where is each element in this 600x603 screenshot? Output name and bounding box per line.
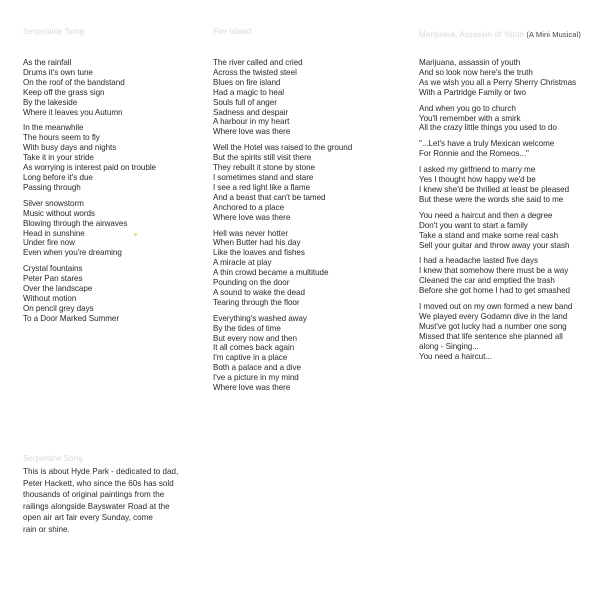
lyric-line: To a Door Marked Summer — [23, 313, 120, 323]
lyric-line: Where love was there — [213, 383, 291, 393]
lyric-line: Head in sunshine — [23, 228, 85, 238]
lyric-line: Hell was never hotter — [213, 228, 288, 238]
yellow-smudge-mark — [134, 233, 137, 236]
lyric-line: "...Let's have a truly Mexican welcome — [419, 139, 555, 149]
lyric-line: A thin crowd became a multitude — [213, 268, 329, 278]
lyric-line: Had a magic to heal — [213, 87, 285, 97]
note-line: open air art fair every Sunday, come — [23, 513, 153, 523]
lyric-line: I knew that somehow there must be a way — [419, 266, 569, 276]
note-line: railings alongside Bayswater Road at the — [23, 501, 170, 511]
lyrics-serpentine-song — [23, 58, 156, 330]
lyric-line: Under fire now — [23, 238, 75, 248]
stanza — [419, 165, 576, 205]
lyric-line: Where love was there — [213, 127, 291, 137]
lyric-line: For Ronnie and the Romeos..." — [419, 149, 529, 159]
lyric-line: Blowing through the airwaves — [23, 218, 128, 228]
note-line: rain or shine. — [23, 524, 70, 534]
lyric-line: But every now and then — [213, 333, 297, 343]
song-title-serpentine: Serpentine Song — [23, 27, 85, 36]
stanza — [23, 123, 156, 192]
stanza — [419, 104, 576, 134]
stanza — [213, 229, 352, 308]
lyrics-marijuana — [419, 58, 576, 367]
lyric-line: By the tides of time — [213, 323, 281, 333]
lyric-line: You need a haircut... — [419, 351, 492, 361]
lyric-line: Sell your guitar and throw away your stash — [419, 240, 570, 250]
stanza — [23, 58, 156, 117]
lyric-line: A sound to wake the dead — [213, 287, 305, 297]
lyric-line: Take it in your stride — [23, 153, 94, 163]
lyric-line: Even when you're dreaming — [23, 248, 122, 258]
lyric-line: The hours seem to fly — [23, 133, 100, 143]
lyric-line: We played every Godamn dive in the land — [419, 311, 568, 321]
stanza — [23, 199, 156, 258]
lyric-line: But these were the words she said to me — [419, 194, 564, 204]
lyric-line: Pounding on the door — [213, 278, 290, 288]
stanza — [419, 139, 576, 159]
lyric-line: As we wish you all a Perry Sherry Christmas — [419, 77, 577, 87]
lyric-line: I'm captive in a place — [213, 353, 288, 363]
lyric-line: Keep off the grass sign — [23, 87, 105, 97]
lyric-line: All the crazy little things you used to do — [419, 123, 557, 133]
lyric-line: I moved out on my own formed a new band — [419, 302, 573, 312]
lyric-line: I knew she'd be thrilled at least be pleased — [419, 184, 570, 194]
stanza — [213, 143, 352, 222]
lyric-line: You need a haircut and then a degree — [419, 210, 553, 220]
lyric-line: You'll remember with a smirk — [419, 113, 521, 123]
song-title-marijuana-text: Marijuana, Assassin of Youth — [419, 30, 525, 39]
lyric-line: On the roof of the bandstand — [23, 77, 125, 87]
lyric-line: Everything's washed away — [213, 313, 307, 323]
lyric-line: Well the Hotel was raised to the ground — [213, 143, 353, 153]
lyric-line: Marijuana, assassin of youth — [419, 58, 521, 67]
lyric-line: It all comes back again — [213, 343, 295, 353]
note-line: Peter Hackett, who since the 60s has sold — [23, 478, 174, 488]
lyric-line: As the rainfall — [23, 58, 72, 67]
lyric-line: along - Singing... — [419, 341, 479, 351]
lyric-line: With busy days and nights — [23, 143, 117, 153]
lyric-line: Crystal fountains — [23, 264, 83, 274]
note-line: This is about Hyde Park - dedicated to dad, — [23, 467, 179, 476]
lyric-line: Over the landscape — [23, 284, 93, 294]
stanza — [419, 211, 576, 251]
lyric-line: A harbour in my heart — [213, 117, 290, 127]
lyric-line: Peter Pan stares — [23, 274, 83, 284]
song-subtitle-mini-musical: (A Mini Musical) — [526, 30, 581, 39]
stanza — [23, 264, 156, 323]
lyric-line: Don't you want to start a family — [419, 220, 528, 230]
stanza — [213, 314, 352, 393]
lyric-line: Must've got lucky had a number one song — [419, 321, 567, 331]
lyric-line: Before she got home I had to get smashed — [419, 286, 570, 296]
lyric-line: Cleaned the car and emptied the trash — [419, 276, 555, 286]
lyric-line: Like the loaves and fishes — [213, 248, 305, 258]
lyric-line: A miracle at play — [213, 258, 272, 268]
stanza — [213, 58, 352, 137]
lyric-line: As worrying is interest paid on trouble — [23, 163, 157, 173]
stanza — [419, 58, 576, 98]
stanza — [419, 256, 576, 296]
lyric-line: And a beast that can't be tamed — [213, 192, 326, 202]
lyric-line: Sadness and despair — [213, 107, 289, 117]
lyric-line: The river called and cried — [213, 58, 303, 67]
lyrics-fire-island — [213, 58, 352, 399]
lyric-line: Blues on fire island — [213, 77, 281, 87]
lyric-line: I had a headache lasted five days — [419, 256, 538, 266]
lyric-line: And when you go to church — [419, 103, 516, 113]
lyric-line: On pencil grey days — [23, 303, 94, 313]
note-title: Serpentine Song — [23, 454, 83, 463]
note-body — [23, 466, 178, 536]
lyric-line: Music without words — [23, 208, 95, 218]
note-line: thousands of original paintings from the — [23, 490, 165, 500]
lyric-line: Souls full of anger — [213, 97, 277, 107]
stanza — [419, 302, 576, 361]
lyric-line: Anchored to a place — [213, 202, 285, 212]
song-title-fire-island: Fire Island — [213, 27, 252, 36]
lyric-line: Long before it's due — [23, 172, 93, 182]
lyric-line: Without motion — [23, 293, 77, 303]
lyric-line: I asked my girlfriend to marry me — [419, 165, 536, 175]
lyric-line: In the meanwhile — [23, 123, 84, 133]
lyric-line: Drums it's own tune — [23, 67, 93, 77]
lyric-line: Missed that life sentence she planned all — [419, 331, 563, 341]
lyric-line: But the spirits still visit there — [213, 153, 312, 163]
lyric-line: By the lakeside — [23, 97, 78, 107]
lyric-line: Across the twisted steel — [213, 67, 297, 77]
lyric-line: I sometimes stand and stare — [213, 172, 314, 182]
lyric-line: And so look now here's the truth — [419, 67, 533, 77]
lyric-line: Where love was there — [213, 212, 291, 222]
lyric-line: With a Partridge Family or two — [419, 87, 526, 97]
lyric-line: I see a red light like a flame — [213, 182, 311, 192]
lyric-line: Yes I thought how happy we'd be — [419, 175, 536, 185]
lyric-line: Take a stand and make some real cash — [419, 230, 559, 240]
lyric-line: I've a picture in my mind — [213, 373, 299, 383]
lyric-line: When Butter had his day — [213, 238, 301, 248]
lyric-line: Silver snowstorm — [23, 198, 84, 208]
lyric-line: Where it leaves you Autumn — [23, 107, 123, 117]
lyric-line: Tearing through the floor — [213, 297, 300, 307]
lyric-line: Both a palace and a dive — [213, 363, 301, 373]
lyric-line: Passing through — [23, 182, 81, 192]
lyric-line: They rebuilt it stone by stone — [213, 163, 315, 173]
song-title-marijuana — [419, 30, 581, 40]
